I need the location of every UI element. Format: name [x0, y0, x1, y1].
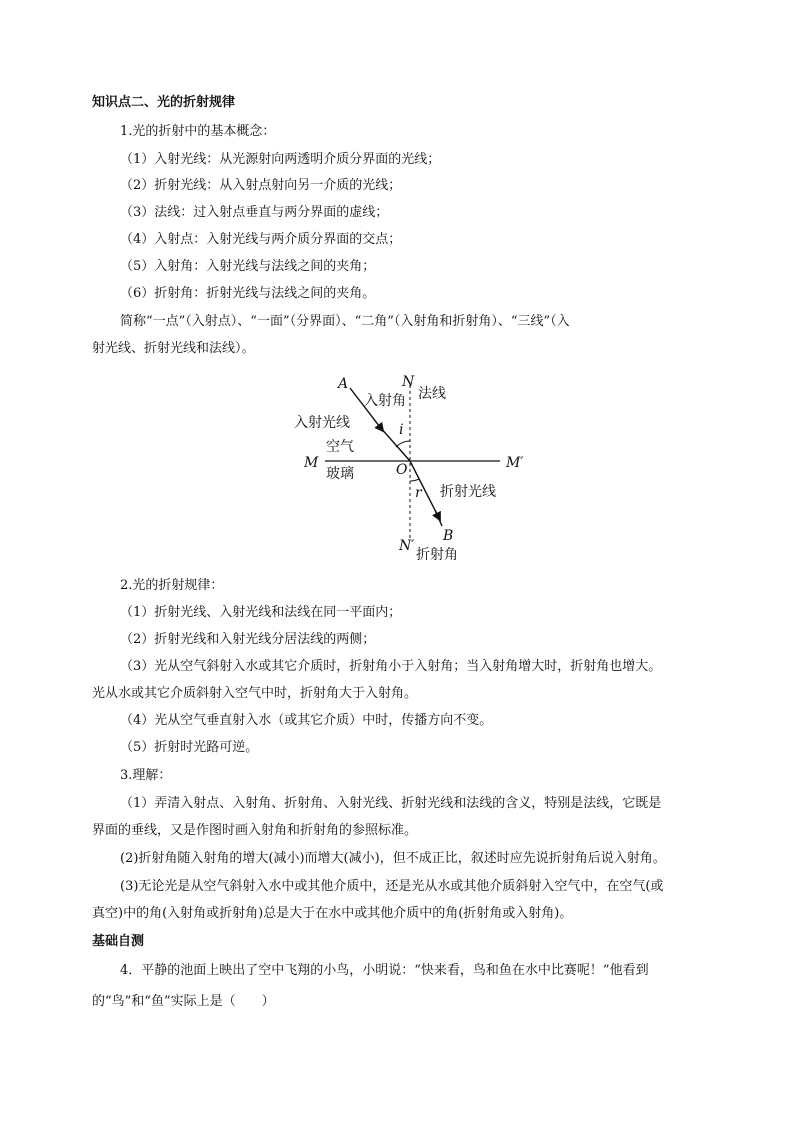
glass-label: 玻璃	[326, 466, 354, 482]
point-m-prime-label: M′	[506, 455, 524, 471]
understanding-item-continuation: 真空)中的角(入射角或折射角)总是大于在水中或其他介质中的角(折射角或入射角)。	[92, 906, 573, 921]
law-item-continuation: 光从水或其它介质斜射入空气中时，折射角大于入射角。	[92, 686, 418, 701]
air-label: 空气	[326, 439, 354, 455]
incident-angle-label: 入射角	[364, 393, 406, 409]
self-test-title: 基础自测	[92, 934, 145, 949]
question-4-text: 4．平静的池面上映出了空中飞翔的小鸟，小明说：“快来看，鸟和鱼在水中比赛呢！”他看到	[120, 963, 649, 978]
concepts-summary-line2: 射光线、折射光线和法线）。	[92, 341, 255, 356]
angle-i-label: i	[399, 422, 404, 438]
concept-item: （3）法线：过入射点垂直与两分界面的虚线；	[120, 205, 389, 220]
laws-heading: 2.光的折射规律：	[120, 578, 224, 593]
law-item: （4）光从空气垂直射入水（或其它介质）中时，传播方向不变。	[120, 713, 493, 728]
concept-item: （4）入射点：入射光线与两介质分界面的交点；	[120, 232, 402, 247]
law-item: （5）折射时光路可逆。	[120, 740, 259, 755]
understanding-item: (3)无论光是从空气斜射入水中或其他介质中，还是光从水或其他介质斜射入空气中，在空气(或	[120, 879, 664, 894]
incident-ray-label: 入射光线	[294, 415, 350, 431]
law-item: （3）光从空气斜射入水或其它介质时，折射角小于入射角；当入射角增大时，折射角也增大。	[120, 659, 662, 674]
point-a-label: A	[338, 376, 349, 392]
law-item: （1）折射光线、入射光线和法线在同一平面内；	[120, 605, 402, 620]
law-item: （2）折射光线和入射光线分居法线的两侧；	[120, 632, 376, 647]
section-title: 知识点二、光的折射规律	[92, 95, 236, 110]
refraction-diagram	[280, 370, 550, 570]
angle-r-label: r	[415, 485, 422, 501]
point-b-label: B	[443, 528, 454, 544]
point-m-label: M	[304, 455, 319, 471]
question-4-continuation: 的“鸟”和“鱼”实际上是（ ）	[92, 994, 275, 1009]
point-n-prime-label: N′	[399, 538, 415, 554]
concept-item: （1）入射光线：从光源射向两透明介质分界面的光线；	[120, 152, 441, 167]
refraction-angle-arc	[410, 479, 419, 481]
concept-item: （5）入射角：入射光线与法线之间的夹角；	[120, 259, 376, 274]
concept-item: （2）折射光线：从入射点射向另一介质的光线；	[120, 178, 402, 193]
understanding-item: (2)折射角随入射角的增大(减小)而增大(减小)，但不成正比，叙述时应先说折射角后说入射角。	[120, 851, 666, 866]
concepts-summary-line1: 简称“一点”（入射点）、“一面”（分界面）、“二角”（入射角和折射角）、“三线”（入	[120, 314, 570, 329]
concept-item: （6）折射角：折射光线与法线之间的夹角。	[120, 286, 376, 301]
refracted-ray-label: 折射光线	[440, 484, 496, 500]
refraction-angle-label: 折射角	[416, 547, 458, 563]
concepts-heading: 1.光的折射中的基本概念：	[120, 124, 276, 139]
point-o-label: O	[396, 462, 408, 478]
understanding-item: （1）弄清入射点、入射角、折射角、入射光线、折射光线和法线的含义，特别是法线，它既是	[120, 796, 662, 811]
incident-angle-arc	[396, 441, 410, 447]
understanding-heading: 3.理解：	[120, 768, 172, 783]
normal-label: 法线	[418, 386, 446, 402]
point-n-label: N	[402, 374, 415, 390]
understanding-item-continuation: 界面的垂线，又是作图时画入射角和折射角的参照标准。	[92, 823, 418, 838]
